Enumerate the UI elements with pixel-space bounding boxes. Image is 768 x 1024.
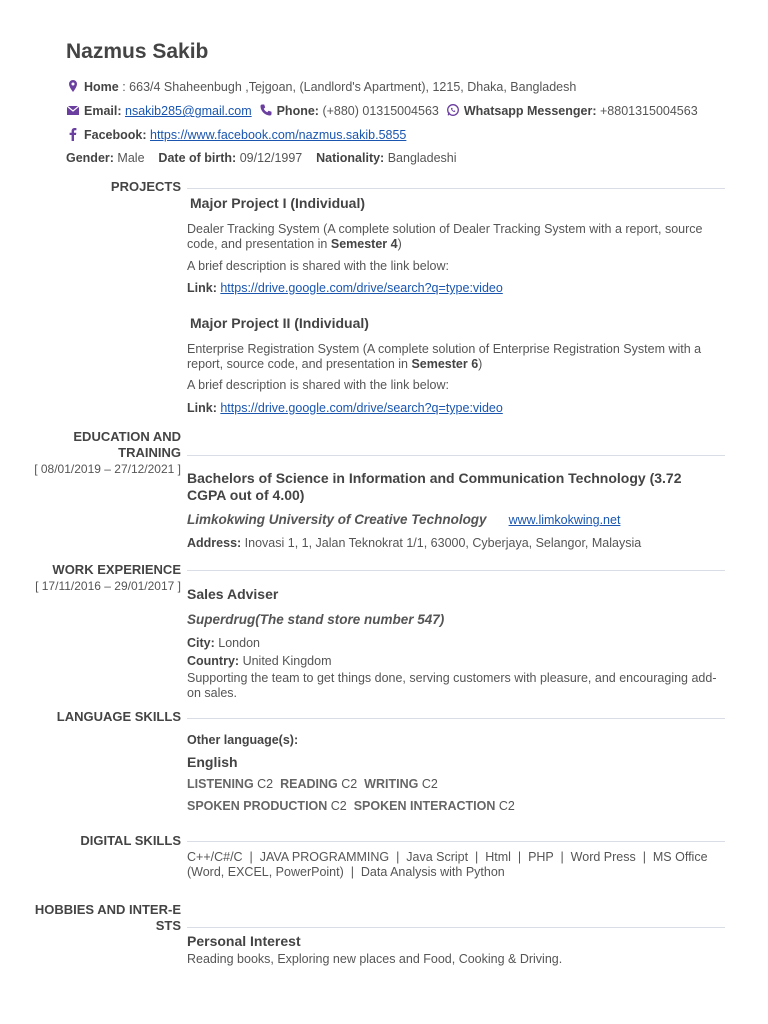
language-name: English	[187, 754, 238, 770]
facebook-label: Facebook:	[84, 128, 147, 142]
phone-label: Phone:	[276, 104, 319, 118]
languages-divider	[187, 718, 725, 719]
contact-line	[66, 103, 698, 118]
hobbies-section-title: HOBBIES AND INTER-ESTS	[34, 902, 181, 933]
education-divider	[187, 455, 725, 456]
projects-section-title: PROJECTS	[110, 179, 181, 194]
location-pin-icon	[66, 79, 80, 93]
language-levels-row-1: LISTENING C2 READING C2 WRITING C2	[187, 777, 438, 791]
school-name: Limkokwing University of Creative Technology	[187, 512, 487, 527]
hobbies-subtitle: Personal Interest	[187, 933, 301, 949]
digital-skills-list: C++/C#/C | JAVA PROGRAMMING | Java Script | Html | PHP | Word Press | MS Office (Word, EXCEL, PowerPoint) | Data Analysis with Python	[187, 850, 712, 879]
envelope-icon	[66, 103, 80, 117]
project-1-link[interactable]: https://drive.google.com/drive/search?q=type:video	[220, 281, 503, 295]
work-divider	[187, 570, 725, 571]
digital-divider	[187, 841, 725, 842]
project-2-brief: A brief description is shared with the link below:	[187, 378, 449, 392]
project-1-brief: A brief description is shared with the link below:	[187, 259, 449, 273]
work-role: Sales Adviser	[187, 586, 279, 602]
phone-value: (+880) 01315004563	[322, 104, 439, 118]
languages-section-title: LANGUAGE SKILLS	[56, 709, 181, 724]
whatsapp-icon	[446, 103, 460, 117]
education-date: [ 08/01/2019 – 27/12/2021 ]	[34, 462, 181, 476]
work-employer: Superdrug(The stand store number 547)	[187, 612, 445, 627]
nationality-value: Bangladeshi	[387, 151, 457, 165]
work-city: City: London	[187, 636, 260, 650]
dob-label: Date of birth:	[158, 151, 237, 165]
whatsapp-label: Whatsapp Messenger:	[463, 104, 597, 118]
facebook-icon	[66, 127, 80, 141]
facebook-link[interactable]: https://www.facebook.com/nazmus.sakib.5855	[150, 128, 407, 142]
candidate-name: Nazmus Sakib	[66, 40, 209, 63]
email-link[interactable]: nsakib285@gmail.com	[125, 104, 252, 118]
home-label: Home	[84, 80, 119, 94]
projects-divider	[187, 188, 725, 189]
education-address: Address: Inovasi 1, 1, Jalan Teknokrat 1/1, 63000, Cyberjaya, Selangor, Malaysia	[187, 536, 642, 550]
phone-icon	[259, 103, 273, 117]
project-2-link[interactable]: https://drive.google.com/drive/search?q=type:video	[220, 401, 503, 415]
project-1-link-line: Link: https://drive.google.com/drive/search?q=type:video	[187, 281, 503, 295]
education-degree: Bachelors of Science in Information and Communication Technology (3.72 CGPA out of 4.00)	[187, 470, 682, 503]
personal-info-line	[66, 151, 457, 165]
email-label: Email:	[84, 104, 122, 118]
home-line	[66, 79, 576, 94]
work-country: Country: United Kingdom	[187, 654, 332, 668]
project-1-title: Major Project I (Individual)	[190, 195, 366, 211]
project-2-title: Major Project II (Individual)	[190, 315, 369, 331]
language-levels-row-2: SPOKEN PRODUCTION C2 SPOKEN INTERACTION C2	[187, 799, 515, 813]
education-section-title: EDUCATION AND TRAINING	[73, 429, 181, 460]
project-1-description: Dealer Tracking System (A complete solution of Dealer Tracking System with a report, source code, and presentation in Semester 4)	[187, 222, 703, 251]
school-website-link[interactable]: www.limkokwing.net	[508, 513, 621, 527]
whatsapp-value: +8801315004563	[599, 104, 698, 118]
digital-section-title: DIGITAL SKILLS	[80, 833, 181, 848]
work-section-title: WORK EXPERIENCE	[52, 562, 181, 577]
facebook-line	[66, 127, 406, 142]
project-2-link-line: Link: https://drive.google.com/drive/search?q=type:video	[187, 401, 503, 415]
project-2-description: Enterprise Registration System (A complete solution of Enterprise Registration System with a report, source code, and presentation in Semester 6)	[187, 342, 702, 371]
gender-value: Male	[117, 151, 145, 165]
hobbies-description: Reading books, Exploring new places and Food, Cooking & Driving.	[187, 952, 563, 966]
work-description: Supporting the team to get things done, serving customers with pleasure, and encouraging add-on sales.	[187, 671, 717, 700]
dob-value: 09/12/1997	[239, 151, 303, 165]
work-date: [ 17/11/2016 – 29/01/2017 ]	[35, 579, 181, 593]
gender-label: Gender:	[66, 151, 114, 165]
education-school-line	[187, 512, 717, 527]
nationality-label: Nationality:	[316, 151, 385, 165]
hobbies-divider	[187, 927, 725, 928]
other-languages-label: Other language(s):	[187, 733, 299, 747]
home-value: : 663/4 Shaheenbugh ,Tejgoan, (Landlord's Apartment), 1215, Dhaka, Bangladesh	[122, 80, 577, 94]
